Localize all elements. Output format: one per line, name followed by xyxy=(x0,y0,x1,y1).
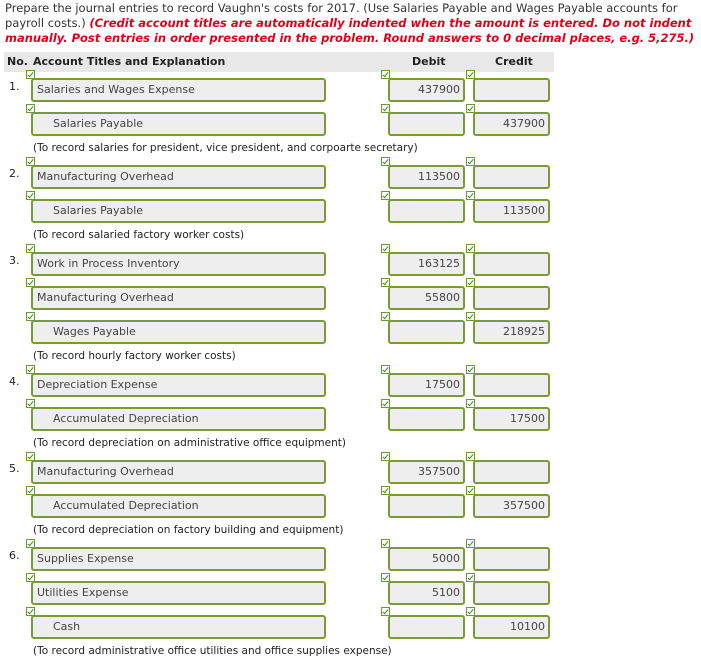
credit-field[interactable]: 357500 xyxy=(473,494,550,518)
entry-number: 2. xyxy=(9,167,20,180)
entry-explanation: (To record depreciation on administrative office equipment) xyxy=(33,437,346,449)
credit-field[interactable] xyxy=(473,581,550,605)
credit-field[interactable] xyxy=(473,78,550,102)
credit-field[interactable] xyxy=(473,165,550,189)
entry-number: 4. xyxy=(9,375,20,388)
debit-field[interactable]: 357500 xyxy=(388,460,465,484)
account-title-field[interactable]: Accumulated Depreciation xyxy=(31,407,326,431)
header-debit: Debit xyxy=(412,55,446,68)
header-credit: Credit xyxy=(495,55,533,68)
account-title-field[interactable]: Manufacturing Overhead xyxy=(31,286,326,310)
account-title-field[interactable]: Accumulated Depreciation xyxy=(31,494,326,518)
credit-field[interactable]: 113500 xyxy=(473,199,550,223)
credit-field[interactable]: 437900 xyxy=(473,112,550,136)
account-title-field[interactable]: Salaries Payable xyxy=(31,112,326,136)
credit-field[interactable]: 218925 xyxy=(473,320,550,344)
debit-field[interactable]: 5000 xyxy=(388,547,465,571)
credit-field[interactable] xyxy=(473,252,550,276)
entry-explanation: (To record salaried factory worker costs) xyxy=(33,229,245,241)
account-title-field[interactable]: Salaries and Wages Expense xyxy=(31,78,326,102)
account-title-field[interactable]: Cash xyxy=(31,615,326,639)
debit-field[interactable]: 163125 xyxy=(388,252,465,276)
account-title-field[interactable]: Depreciation Expense xyxy=(31,373,326,397)
debit-field[interactable]: 17500 xyxy=(388,373,465,397)
debit-field[interactable] xyxy=(388,320,465,344)
credit-field[interactable] xyxy=(473,547,550,571)
entry-number: 1. xyxy=(9,80,20,93)
credit-field[interactable]: 17500 xyxy=(473,407,550,431)
credit-field[interactable] xyxy=(473,460,550,484)
credit-field[interactable] xyxy=(473,286,550,310)
header-no: No. xyxy=(7,55,28,68)
entry-number: 6. xyxy=(9,549,20,562)
debit-field[interactable]: 5100 xyxy=(388,581,465,605)
debit-field[interactable] xyxy=(388,615,465,639)
debit-field[interactable]: 437900 xyxy=(388,78,465,102)
account-title-field[interactable]: Manufacturing Overhead xyxy=(31,165,326,189)
account-title-field[interactable]: Manufacturing Overhead xyxy=(31,460,326,484)
entry-number: 5. xyxy=(9,462,20,475)
account-title-field[interactable]: Salaries Payable xyxy=(31,199,326,223)
debit-field[interactable]: 113500 xyxy=(388,165,465,189)
account-title-field[interactable]: Utilities Expense xyxy=(31,581,326,605)
table-header xyxy=(4,52,554,72)
entry-number: 3. xyxy=(9,254,20,267)
account-title-field[interactable]: Wages Payable xyxy=(31,320,326,344)
entry-explanation: (To record hourly factory worker costs) xyxy=(33,350,236,362)
entry-explanation: (To record depreciation on factory building and equipment) xyxy=(33,524,344,536)
debit-field[interactable] xyxy=(388,494,465,518)
credit-field[interactable]: 10100 xyxy=(473,615,550,639)
instructions-note: (Credit account titles are automatically indented when the amount is entered. Do not indent manually. Post entries in order presented in the problem. Round answers to 0 decimal places, e.g. 5,275.) xyxy=(5,16,695,45)
account-title-field[interactable]: Work in Process Inventory xyxy=(31,252,326,276)
debit-field[interactable] xyxy=(388,407,465,431)
header-account: Account Titles and Explanation xyxy=(33,55,226,68)
debit-field[interactable] xyxy=(388,112,465,136)
credit-field[interactable] xyxy=(473,373,550,397)
instructions xyxy=(5,1,695,46)
instructions-text: Prepare the journal entries to record Vaughn's costs for 2017. (Use Salaries Payable and Wages Payable accounts for payroll costs.) xyxy=(5,1,678,30)
entry-explanation: (To record administrative office utilities and office supplies expense) xyxy=(33,645,392,657)
entry-explanation: (To record salaries for president, vice president, and corpoarte secretary) xyxy=(33,142,418,154)
account-title-field[interactable]: Supplies Expense xyxy=(31,547,326,571)
debit-field[interactable]: 55800 xyxy=(388,286,465,310)
debit-field[interactable] xyxy=(388,199,465,223)
